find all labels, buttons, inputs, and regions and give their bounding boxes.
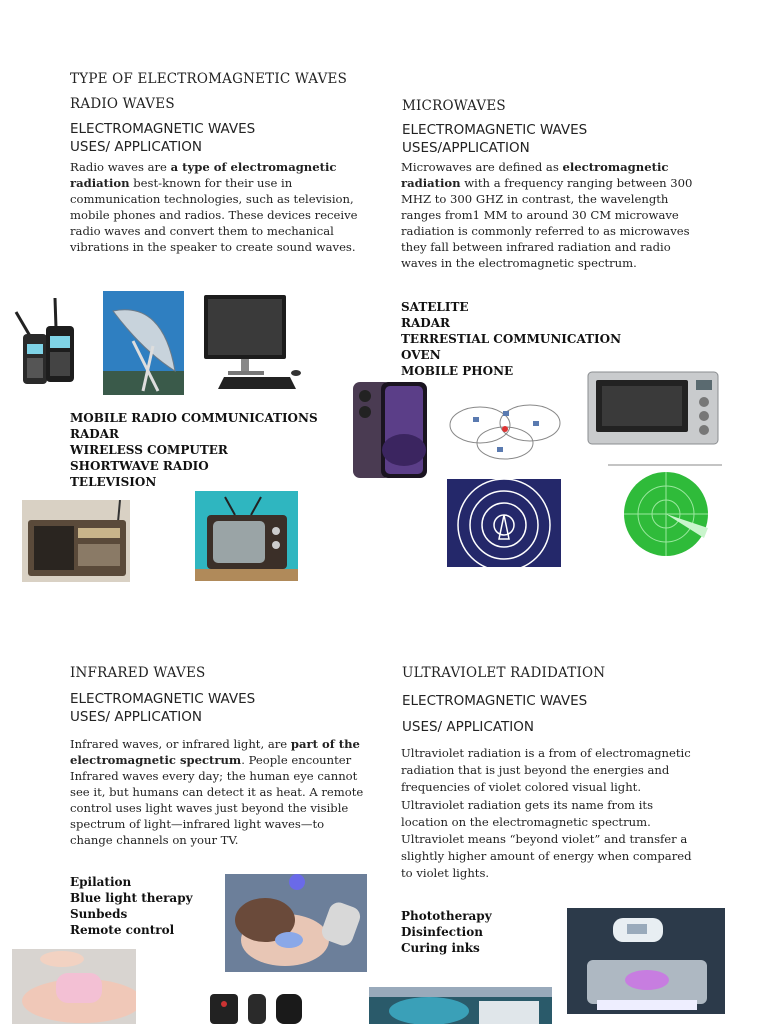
ultraviolet-subtitle-line2: USES/ APPLICATION: [402, 719, 534, 735]
infrared-subtitle-line2: USES/ APPLICATION: [70, 709, 202, 725]
document-title: TYPE OF ELECTROMAGNETIC WAVES: [70, 71, 348, 87]
list-item: MOBILE RADIO COMMUNICATIONS: [70, 411, 318, 425]
microwaves-title: MICROWAVES: [402, 98, 506, 114]
list-item: Epilation: [70, 875, 132, 889]
list-item: RADAR: [401, 316, 450, 330]
list-item: SHORTWAVE RADIO: [70, 459, 209, 473]
list-item: Remote control: [70, 923, 175, 937]
microwaves-subtitle-line1: ELECTROMAGNETIC WAVES: [402, 122, 588, 138]
phototherapy-image: [567, 908, 725, 1014]
infrared-subtitle-line1: ELECTROMAGNETIC WAVES: [70, 691, 256, 707]
list-item: Disinfection: [401, 925, 483, 939]
shortwave-radio-image: [22, 500, 130, 582]
infrared-uses-list: [70, 874, 193, 938]
toaster-oven-image: [586, 368, 721, 448]
infrared-waves-description: Infrared waves, or infrared light, are part of the electromagnetic spectrum. People encounter Infrared waves every day; the human eye cannot see it, but humans can detect it as heat. A remote control uses light waves just beyond the visible spectrum of light—infrared light waves—to change channels on your TV.: [70, 737, 364, 847]
ultraviolet-description: Ultraviolet radiation is a from of electromagnetic radiation that is just beyond the energies and frequencies of violet colored visual light. Ultraviolet radiation gets its name from its location on the electromagnetic spectrum. Ultraviolet means “beyond violet” and transfer a slightly higher amount of energy when compared to violet lights.: [401, 746, 692, 881]
walkie-talkie-image: [8, 294, 83, 394]
list-item: Phototherapy: [401, 909, 492, 923]
radar-dish-image: [103, 291, 184, 395]
radio-waves-title: RADIO WAVES: [70, 96, 175, 112]
list-item: Curing inks: [401, 941, 480, 955]
list-item: SATELITE: [401, 300, 469, 314]
blue-light-therapy-image: [225, 874, 367, 972]
radio-tower-signal-image: [447, 479, 561, 567]
list-item: MOBILE PHONE: [401, 364, 514, 378]
epilation-image: [12, 949, 136, 1024]
list-item: Blue light therapy: [70, 891, 193, 905]
microwaves-uses-list: [401, 299, 621, 379]
list-item: Sunbeds: [70, 907, 128, 921]
infrared-waves-subtitle: [70, 690, 255, 726]
radio-waves-description: Radio waves are a type of electromagnetic radiation best-known for their use in communication technologies, such as television, mobile phones and radios. These devices receive radio waves and convert them to mechanical vibrations in the speaker to create sound waves.: [70, 160, 358, 254]
microwaves-description: Microwaves are defined as electromagnetic radiation with a frequency ranging between 300 MHZ to 300 GHZ in contrast, the wavelength ranges from1 MM to around 30 CM microwave radiation is commonly referred to as microwaves they fall between infrared radiation and radio waves in the electromagnetic spectrum.: [401, 160, 693, 270]
ultraviolet-subtitle-line1: ELECTROMAGNETIC WAVES: [402, 693, 588, 709]
radio-subtitle-line2: USES/ APPLICATION: [70, 139, 202, 155]
list-item: RADAR: [70, 427, 119, 441]
list-item: OVEN: [401, 348, 441, 362]
ultraviolet-uses-list: [401, 908, 492, 956]
radar-screen-image: [608, 464, 722, 558]
microwaves-subtitle: [402, 121, 587, 157]
radio-waves-subtitle: [70, 120, 255, 156]
remote-control-image: [210, 992, 305, 1024]
radio-waves-uses-list: [70, 410, 318, 490]
desktop-computer-image: [198, 291, 304, 395]
list-item: TERRESTIAL COMMUNICATION: [401, 332, 622, 346]
smartphone-image: [351, 380, 431, 480]
ultraviolet-title: ULTRAVIOLET RADIDATION: [402, 665, 606, 681]
network-diagram-image: [445, 395, 567, 467]
list-item: WIRELESS COMPUTER: [70, 443, 228, 457]
list-item: TELEVISION: [70, 475, 157, 489]
radio-subtitle-line1: ELECTROMAGNETIC WAVES: [70, 121, 256, 137]
sunbed-image: [369, 987, 552, 1024]
television-image: [195, 491, 298, 581]
infrared-waves-title: INFRARED WAVES: [70, 665, 206, 681]
microwaves-subtitle-line2: USES/APPLICATION: [402, 140, 530, 156]
